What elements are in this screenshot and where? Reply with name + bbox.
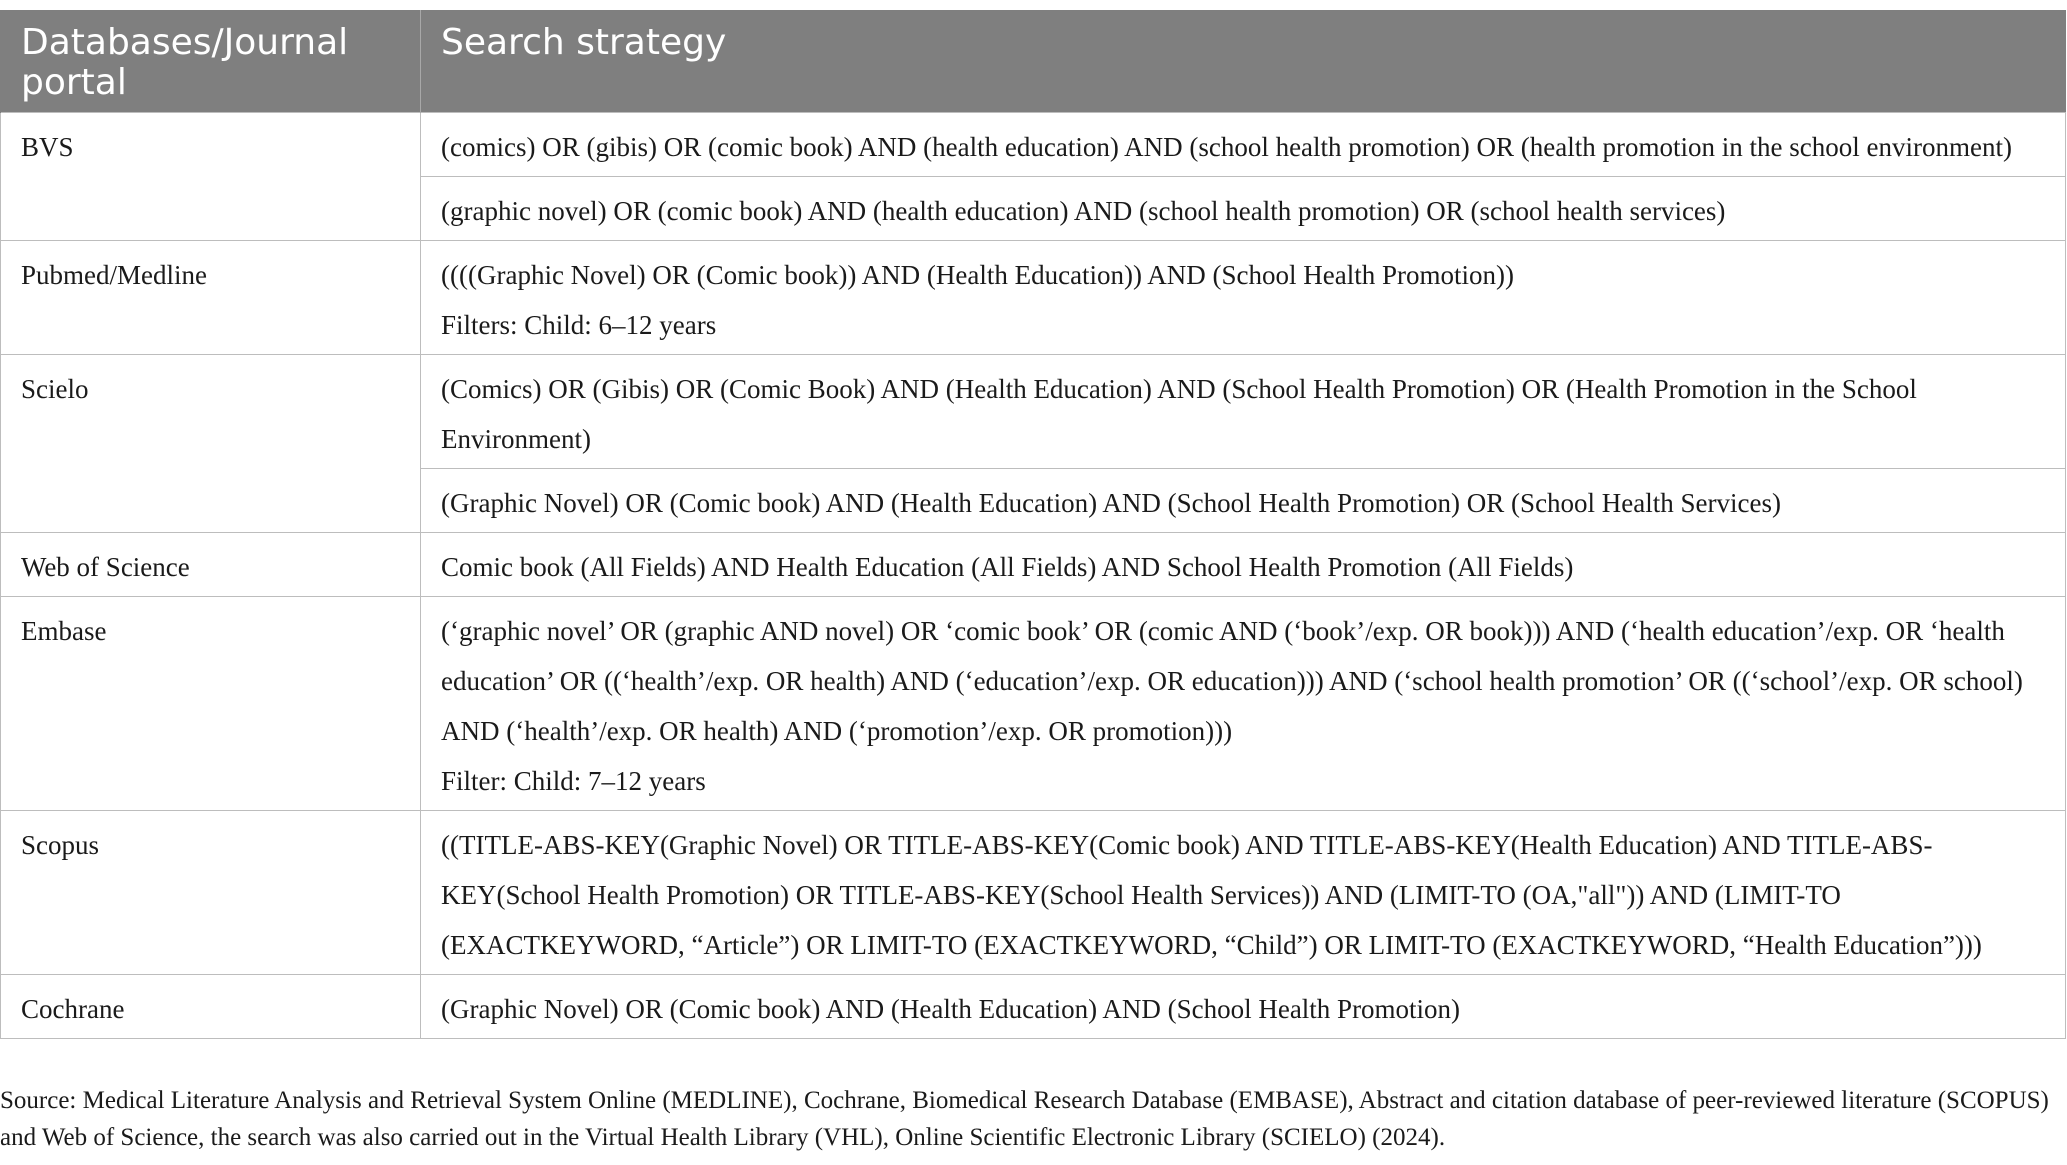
table-row <box>1 597 2066 811</box>
search-strategy-cell <box>421 597 2066 811</box>
search-filter-text: Filters: Child: 6–12 years <box>441 310 717 340</box>
table-row <box>1 975 2066 1039</box>
table-header-row <box>1 10 2066 113</box>
search-query-text: (Graphic Novel) OR (Comic book) AND (Health Education) AND (School Health Promotion) OR (School Health Services) <box>441 488 1781 518</box>
search-strategy-cell <box>421 811 2066 975</box>
database-name-cell: Embase <box>1 597 421 811</box>
search-strategy-table <box>0 10 2066 1039</box>
table-row <box>1 241 2066 355</box>
database-name-cell: BVS <box>1 113 421 241</box>
table-row <box>1 355 2066 469</box>
database-name-cell: Cochrane <box>1 975 421 1039</box>
search-query-text: (comics) OR (gibis) OR (comic book) AND (health education) AND (school health promotion) OR (health promotion in the school environment) <box>441 132 2012 162</box>
table-body <box>1 113 2066 1039</box>
search-strategy-cell <box>421 975 2066 1039</box>
search-strategy-cell <box>421 469 2066 533</box>
table-row <box>1 113 2066 177</box>
database-name-cell: Scopus <box>1 811 421 975</box>
search-query-text: (‘graphic novel’ OR (graphic AND novel) OR ‘comic book’ OR (comic AND (‘book’/exp. OR book))) AND (‘health education’/exp. OR ‘health education’ OR ((‘health’/exp. OR health) AND (‘education’/exp. OR education))) AND (‘school health promotion’ OR ((‘school’/exp. OR school) AND (‘health’/exp. OR health) AND (‘promotion’/exp. OR promotion))) <box>441 616 2023 746</box>
database-name-cell: Web of Science <box>1 533 421 597</box>
database-name-cell: Scielo <box>1 355 421 533</box>
search-strategy-cell <box>421 533 2066 597</box>
search-query-text: ((((Graphic Novel) OR (Comic book)) AND (Health Education)) AND (School Health Promotion)) <box>441 260 1514 290</box>
table-source-note: Source: Medical Literature Analysis and Retrieval System Online (MEDLINE), Cochrane, Biomedical Research Database (EMBASE), Abstract and citation database of peer-reviewed literature (SCOPUS) and Web of Science, the search was also carried out in the Virtual Health Library (VHL), Online Scientific Electronic Library (SCIELO) (2024). <box>0 1087 2049 1151</box>
search-query-text: (Comics) OR (Gibis) OR (Comic Book) AND (Health Education) AND (School Health Promotion) OR (Health Promotion in the School Environment) <box>441 374 1917 454</box>
search-strategy-cell <box>421 177 2066 241</box>
search-strategy-cell <box>421 241 2066 355</box>
database-name-cell: Pubmed/Medline <box>1 241 421 355</box>
search-query-text: (graphic novel) OR (comic book) AND (health education) AND (school health promotion) OR (school health services) <box>441 196 1726 226</box>
search-strategy-table-container <box>0 10 2065 1039</box>
search-query-text: ((TITLE-ABS-KEY(Graphic Novel) OR TITLE-ABS-KEY(Comic book) AND TITLE-ABS-KEY(Health Education) AND TITLE-ABS-KEY(School Health Promotion) OR TITLE-ABS-KEY(School Health Services)) AND (LIMIT-TO (OA,"all")) AND (LIMIT-TO (EXACTKEYWORD, “Article”) OR LIMIT-TO (EXACTKEYWORD, “Child”) OR LIMIT-TO (EXACTKEYWORD, “Health Education”))) <box>441 830 1982 960</box>
table-row <box>1 811 2066 975</box>
search-strategy-cell <box>421 355 2066 469</box>
search-query-text: (Graphic Novel) OR (Comic book) AND (Health Education) AND (School Health Promotion) <box>441 994 1461 1024</box>
search-filter-text: Filter: Child: 7–12 years <box>441 766 706 796</box>
header-databases: Databases/Journal portal <box>1 10 421 113</box>
table-row <box>1 533 2066 597</box>
header-search-strategy: Search strategy <box>421 10 2066 113</box>
search-query-text: Comic book (All Fields) AND Health Education (All Fields) AND School Health Promotion (All Fields) <box>441 552 1574 582</box>
search-strategy-cell <box>421 113 2066 177</box>
